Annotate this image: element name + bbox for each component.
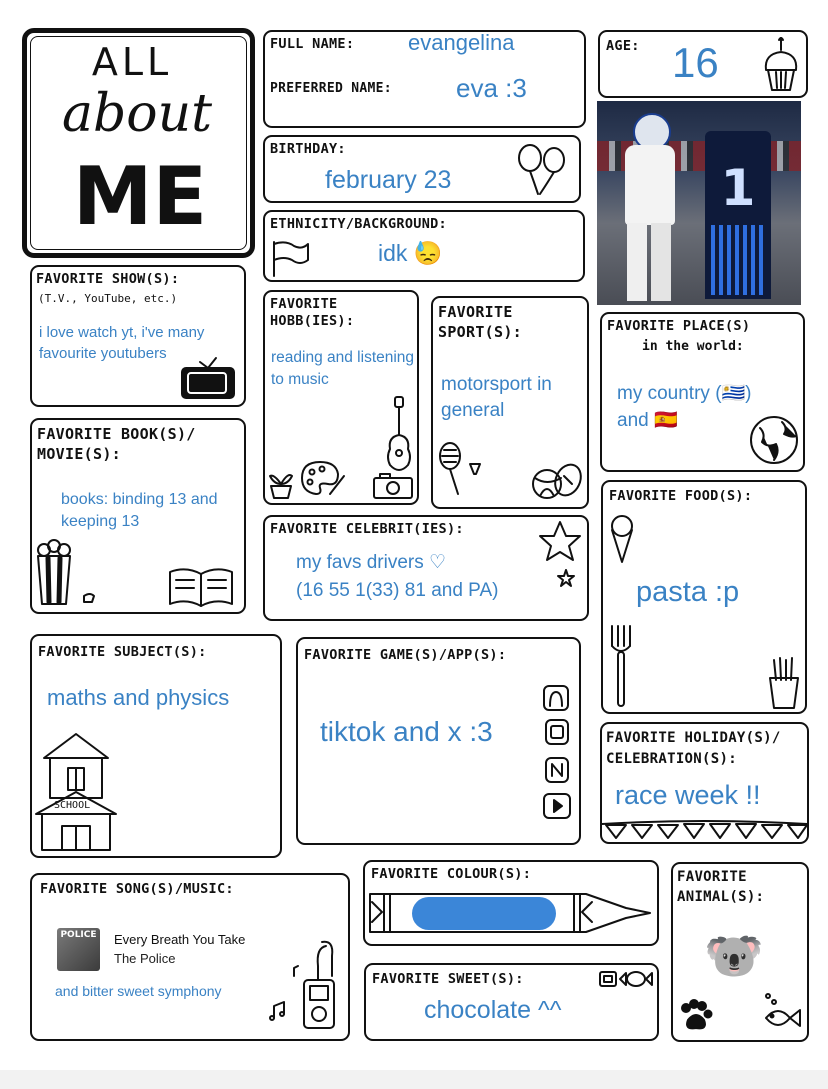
song-track-title[interactable]: Every Breath You Take (114, 932, 246, 947)
preferred-name-label: PREFERRED NAME: (270, 81, 392, 96)
open-book-icon (166, 566, 236, 610)
sport-label: FAVORITE SPORT(S): (438, 303, 522, 341)
hobbies-value: reading and listening to music (271, 349, 415, 388)
racing-driver-photo (597, 101, 801, 305)
book-label: FAVORITE BOOK(S)/ MOVIE(S): (37, 425, 196, 463)
holiday-label: FAVORITE HOLIDAY(S)/ CELEBRATION(S): (606, 730, 781, 767)
song-artist: The Police (114, 951, 176, 966)
star-icon (538, 520, 582, 590)
title-about: about (62, 84, 212, 144)
food-value: pasta :p (636, 576, 740, 608)
animal-value: 🐨 (704, 928, 764, 984)
celebrity-value-line2: (16 55 1(33) 81 and PA) (296, 580, 499, 601)
colour-label: FAVORITE COLOUR(S): (371, 866, 532, 882)
celebrity-label: FAVORITE CELEBRIT(IES): (270, 521, 464, 537)
food-label: FAVORITE FOOD(S): (609, 488, 753, 504)
ethnicity-label: ETHNICITY/BACKGROUND: (270, 216, 447, 232)
album-cover (57, 928, 100, 971)
candy-icon (598, 968, 654, 990)
birthday-label: BIRTHDAY: (270, 141, 346, 157)
preferred-name-value: eva :3 (456, 73, 527, 103)
paw-print-icon (678, 998, 714, 1034)
globe-icon (748, 414, 800, 466)
age-label: AGE: (606, 38, 640, 54)
sports-balls-icon (530, 460, 584, 502)
place-value: my country (🇺🇾) and 🇪🇸 (617, 383, 752, 431)
plant-icon (266, 464, 296, 500)
show-value: i love watch yt, i've many favourite youtubers (39, 324, 205, 362)
paint-palette-icon (298, 458, 348, 498)
school-sign-text: SCHOOL (54, 800, 91, 811)
cupcake-icon (762, 36, 800, 94)
photo-number-1: 1 (720, 159, 756, 217)
place-label: FAVORITE PLACE(S) (607, 318, 751, 334)
sweet-label: FAVORITE SWEET(S): (372, 971, 524, 987)
balloons-icon (514, 142, 572, 198)
title-me: ME (72, 150, 208, 243)
show-sublabel: (T.V., YouTube, etc.) (38, 292, 178, 305)
full-name-value: evangelina (408, 30, 515, 55)
holiday-value: race week !! (615, 780, 761, 810)
game-value: tiktok and x :3 (320, 716, 493, 747)
music-player-icon (270, 936, 344, 1034)
show-label: FAVORITE SHOW(S): (36, 271, 180, 287)
subject-value: maths and physics (47, 685, 230, 710)
popcorn-icon (34, 540, 104, 606)
school-building-icon (34, 730, 118, 854)
photo-driver (619, 113, 679, 303)
fish-icon (760, 992, 804, 1034)
tennis-racket-icon (436, 440, 486, 498)
flag-icon (268, 238, 312, 278)
camera-icon (372, 472, 414, 500)
ethnicity-value: idk 😓 (378, 240, 443, 266)
photo-number-board (705, 131, 771, 299)
sport-value: motorsport in general (441, 374, 552, 421)
title-all: ALL (91, 40, 173, 84)
bunting-icon (602, 820, 807, 842)
animal-label: FAVORITE ANIMAL(S): (677, 869, 765, 905)
fries-icon (766, 656, 802, 710)
hobbies-label: FAVORITE HOBB(IES): (270, 296, 355, 329)
game-label: FAVORITE GAME(S)/APP(S): (304, 647, 507, 663)
fork-icon (608, 622, 634, 710)
celebrity-value-line1: my favs drivers ♡ (296, 552, 447, 573)
age-value: 16 (672, 39, 719, 86)
place-sublabel: in the world: (642, 339, 744, 354)
guitar-icon (384, 395, 414, 475)
album-cover-text: POLICE (60, 930, 97, 940)
full-name-label: FULL NAME: (270, 36, 355, 52)
ice-cream-icon (608, 514, 636, 566)
subject-label: FAVORITE SUBJECT(S): (38, 644, 207, 660)
song-extra: and bitter sweet symphony (55, 983, 222, 999)
song-label: FAVORITE SONG(S)/MUSIC: (40, 881, 234, 897)
sweet-value: chocolate ^^ (424, 996, 562, 1024)
bottom-strip (0, 1070, 828, 1089)
book-value: books: binding 13 and keeping 13 (61, 491, 218, 530)
colour-swatch (412, 897, 556, 930)
birthday-value: february 23 (325, 166, 452, 194)
app-icons (540, 684, 574, 830)
tv-icon (178, 352, 238, 402)
